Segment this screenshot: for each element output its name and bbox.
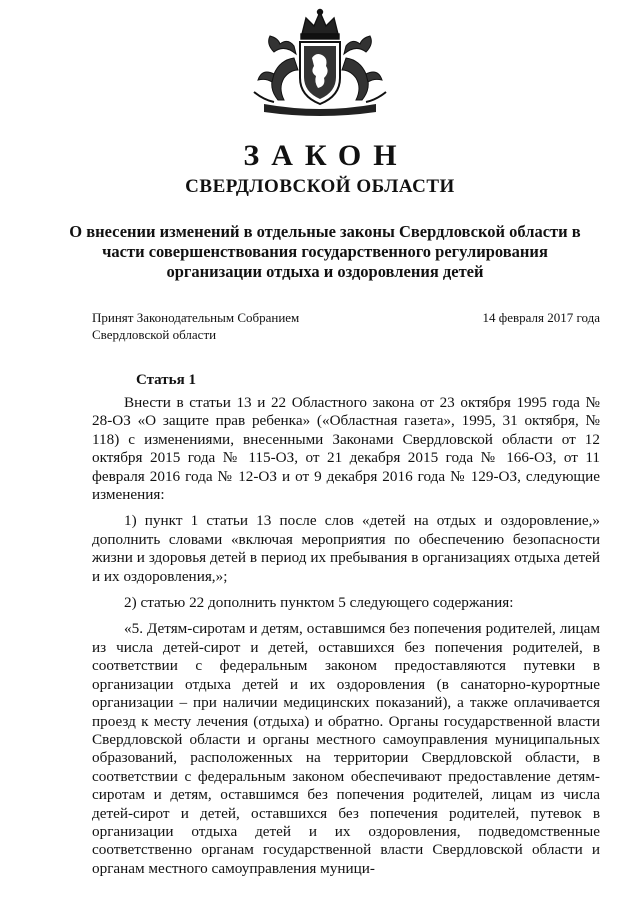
article-body — [92, 394, 600, 878]
law-name: О внесении изменений в отдельные законы Свердловской области в части совершенствования государственного регулирования организации отдыха и оздоровления детей — [69, 222, 581, 281]
document-title: ЗАКОН — [243, 139, 409, 172]
adoption-body — [92, 309, 299, 343]
adoption-body-line-2: Свердловской области — [92, 327, 217, 342]
article-paragraph: 1) пункт 1 статьи 13 после слов «детей на отдых и оздоровление,» дополнить словами «включая мероприятия по обеспечению безопасности жизни и здоровья детей в период их пребывания в организациях отдыха детей и их оздоровления,»; — [92, 512, 600, 585]
article-paragraph: 2) статью 22 дополнить пунктом 5 следующего содержания: — [124, 594, 514, 612]
adoption-date: 14 февраля 2017 года — [482, 310, 600, 325]
document-subtitle: СВЕРДЛОВСКОЙ ОБЛАСТИ — [185, 176, 455, 197]
article-paragraph: «5. Детям-сиротам и детям, оставшимся без попечения родителей, лицам из числа детей-сирот и детей, оставшихся без попечения родителей, в соответствии с федеральным законом предоставляются путевки в организации отдыха детей и их оздоровления (в санаторно-курортные организации – при наличии медицинских показаний), а также оплачивается проезд к месту лечения (отдыха) и обратно. Органы государственной власти Свердловской области и органы местного самоуправления муниципальных образований, расположенных на территории Свердловской области, в соответствии с федеральным законом обеспечивают предоставление детям-сиротам и детям, оставшимся без попечения родителей, лицам из числа детей-сирот и детей, оставшихся без попечения родителей, путевок в организации отдыха детей и их оздоровления, подведомственные соответственно органам государственной власти Свердловской области и органам местного самоуправления муници- — [92, 620, 600, 877]
article-heading: Статья 1 — [136, 372, 196, 388]
article-paragraph: Внести в статьи 13 и 22 Областного закона от 23 октября 1995 года № 28-ОЗ «О защите прав ребенка» («Областная газета», 1995, 31 октября, № 118) с изменениями, внесенными Законами Свердловской области от 12 октября 2015 года № 115-ОЗ, от 21 декабря 2015 года № 166-ОЗ, от 11 февраля 2016 года № 12-ОЗ и от 9 декабря 2016 года № 129-ОЗ, следующие изменения: — [92, 394, 600, 504]
adoption-body-line-1: Принят Законодательным Собранием — [92, 310, 300, 325]
coat-of-arms-emblem — [244, 8, 396, 120]
